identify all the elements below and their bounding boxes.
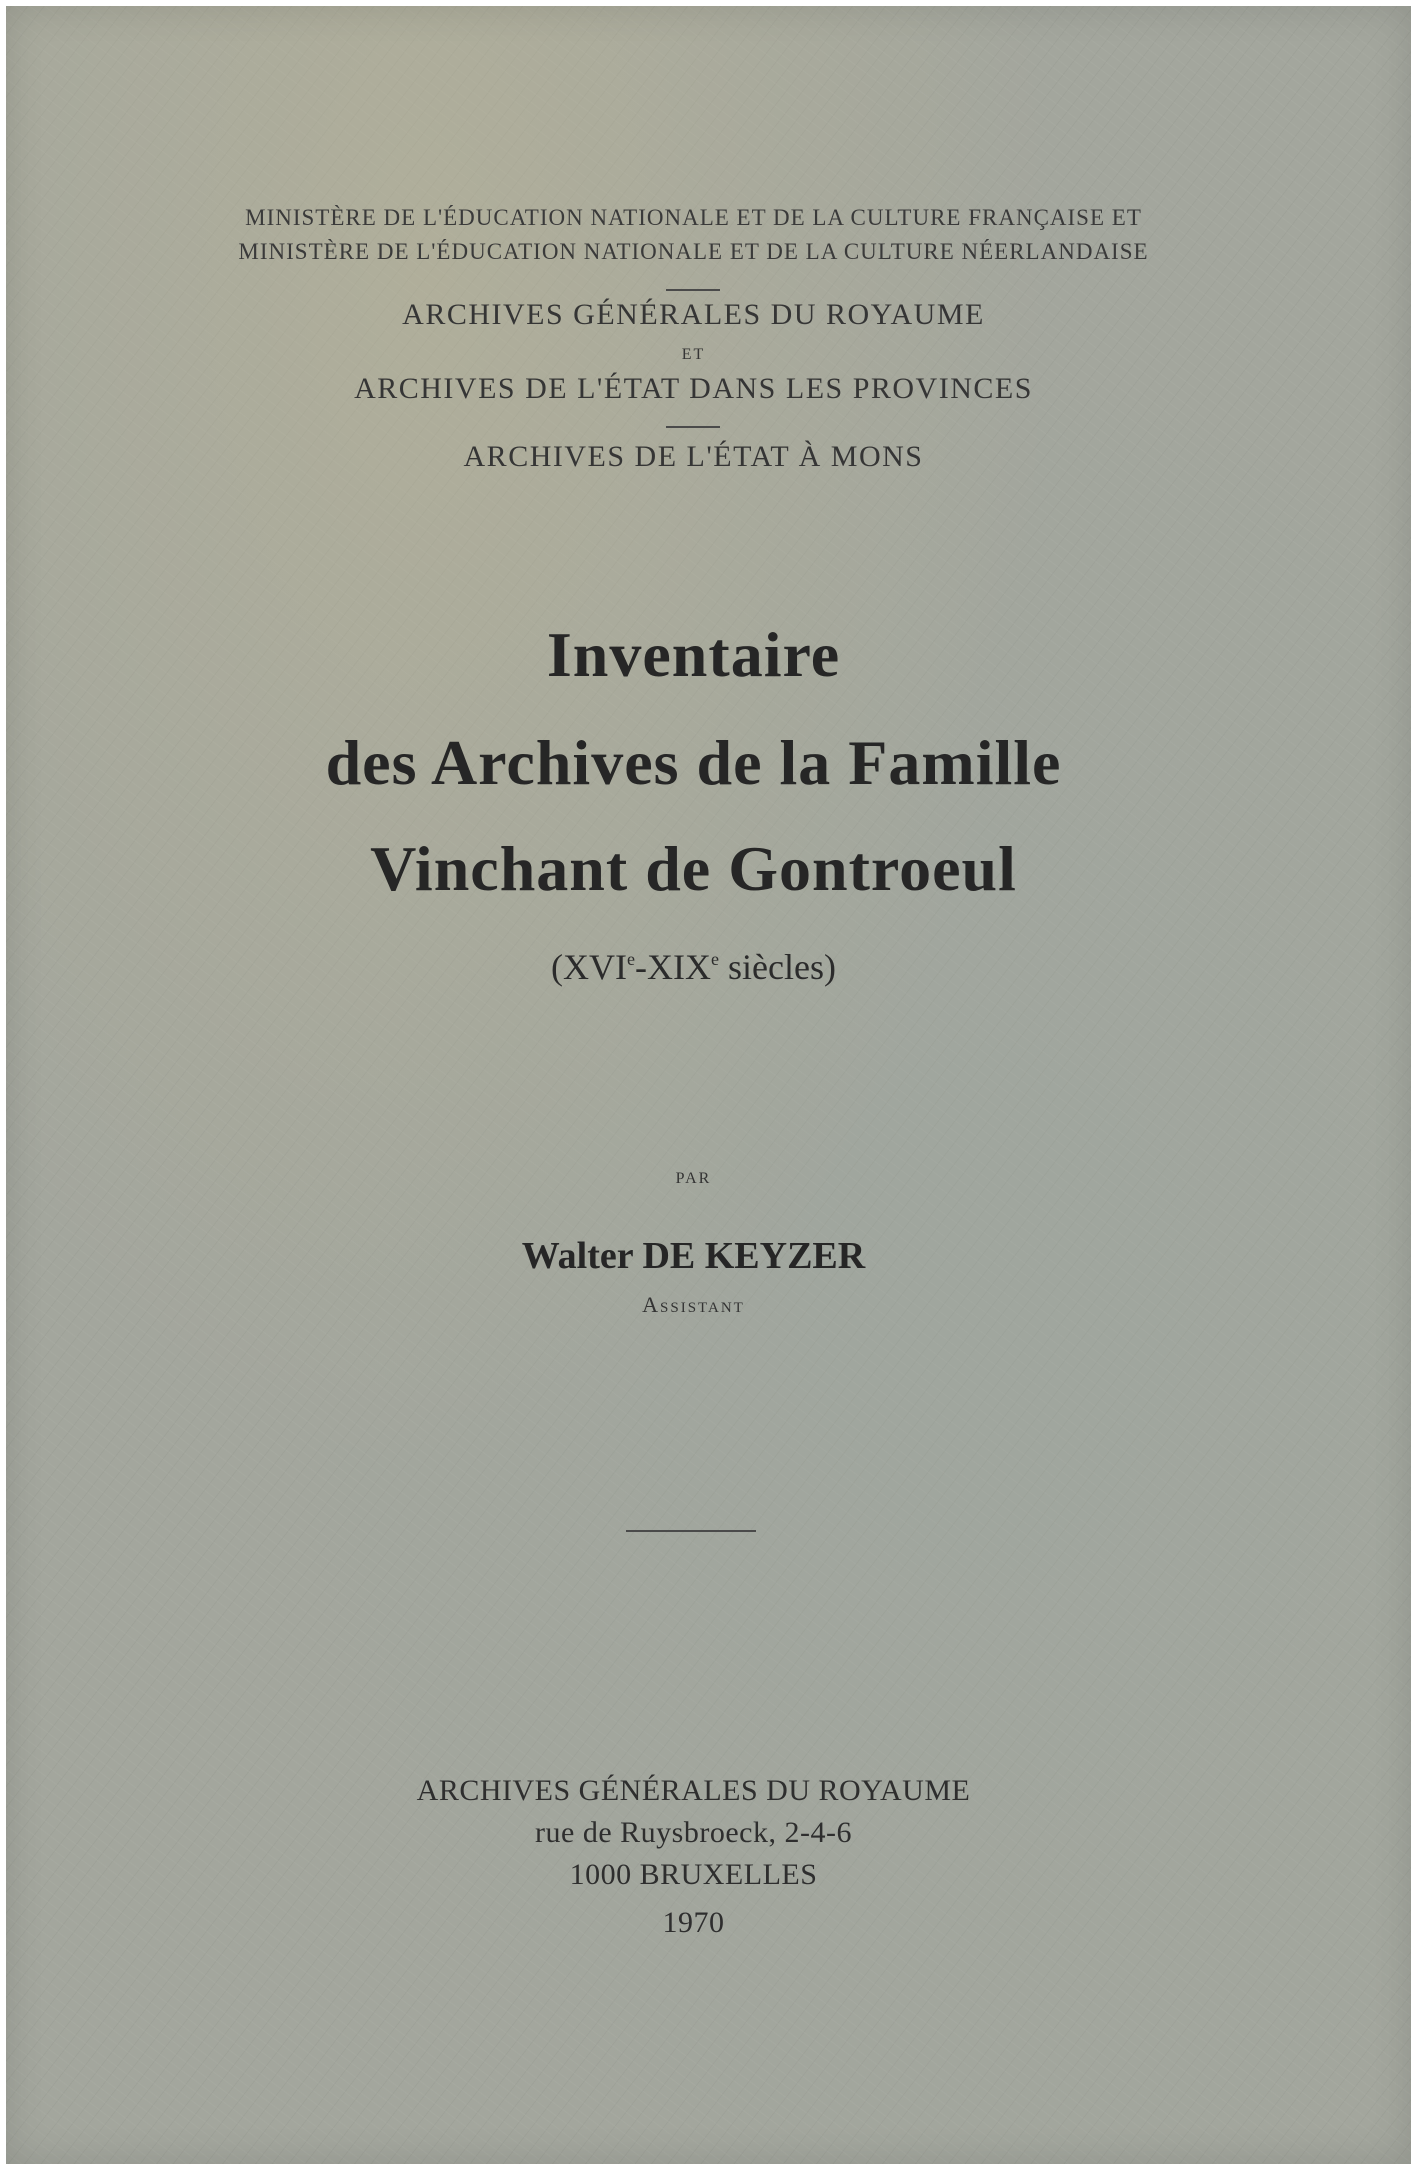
publication-year: 1970 [662,1906,725,1939]
publisher-street: rue de Ruysbroeck, 2-4-6 [535,1816,852,1849]
period-close: siècles) [719,947,836,987]
period-mid: -XIX [635,947,711,987]
divider-rule [666,289,720,291]
period-open: (XVI [551,947,628,987]
divider-rule [626,1530,756,1532]
author-role: Assistant [642,1292,745,1317]
title-line-3: Vinchant de Gontroeul [370,833,1017,904]
title-line-1: Inventaire [546,619,841,690]
publisher-name: ARCHIVES GÉNÉRALES DU ROYAUME [416,1774,971,1807]
ministry-line-1: MINISTÈRE DE L'ÉDUCATION NATIONALE ET DE LA CULTURE FRANÇAISE ET [245,205,1142,230]
archives-general-heading: ARCHIVES GÉNÉRALES DU ROYAUME [402,298,985,331]
byline-par: PAR [675,1170,712,1187]
title-line-2: des Archives de la Famille [325,727,1062,798]
period-sup-1: e [627,949,636,969]
publisher-city: 1000 BRUXELLES [569,1858,818,1891]
conjunction-text: ET [681,346,706,363]
book-cover [6,6,1411,2164]
archives-mons-heading: ARCHIVES DE L'ÉTAT À MONS [463,440,924,473]
author-name: Walter DE KEYZER [521,1235,866,1277]
period-subtitle [6,946,1381,988]
ministry-line-2: MINISTÈRE DE L'ÉDUCATION NATIONALE ET DE LA CULTURE NÉERLANDAISE [238,239,1149,264]
period-sup-2: e [711,949,719,969]
archives-provinces-heading: ARCHIVES DE L'ÉTAT DANS LES PROVINCES [354,372,1033,405]
divider-rule [666,426,720,428]
